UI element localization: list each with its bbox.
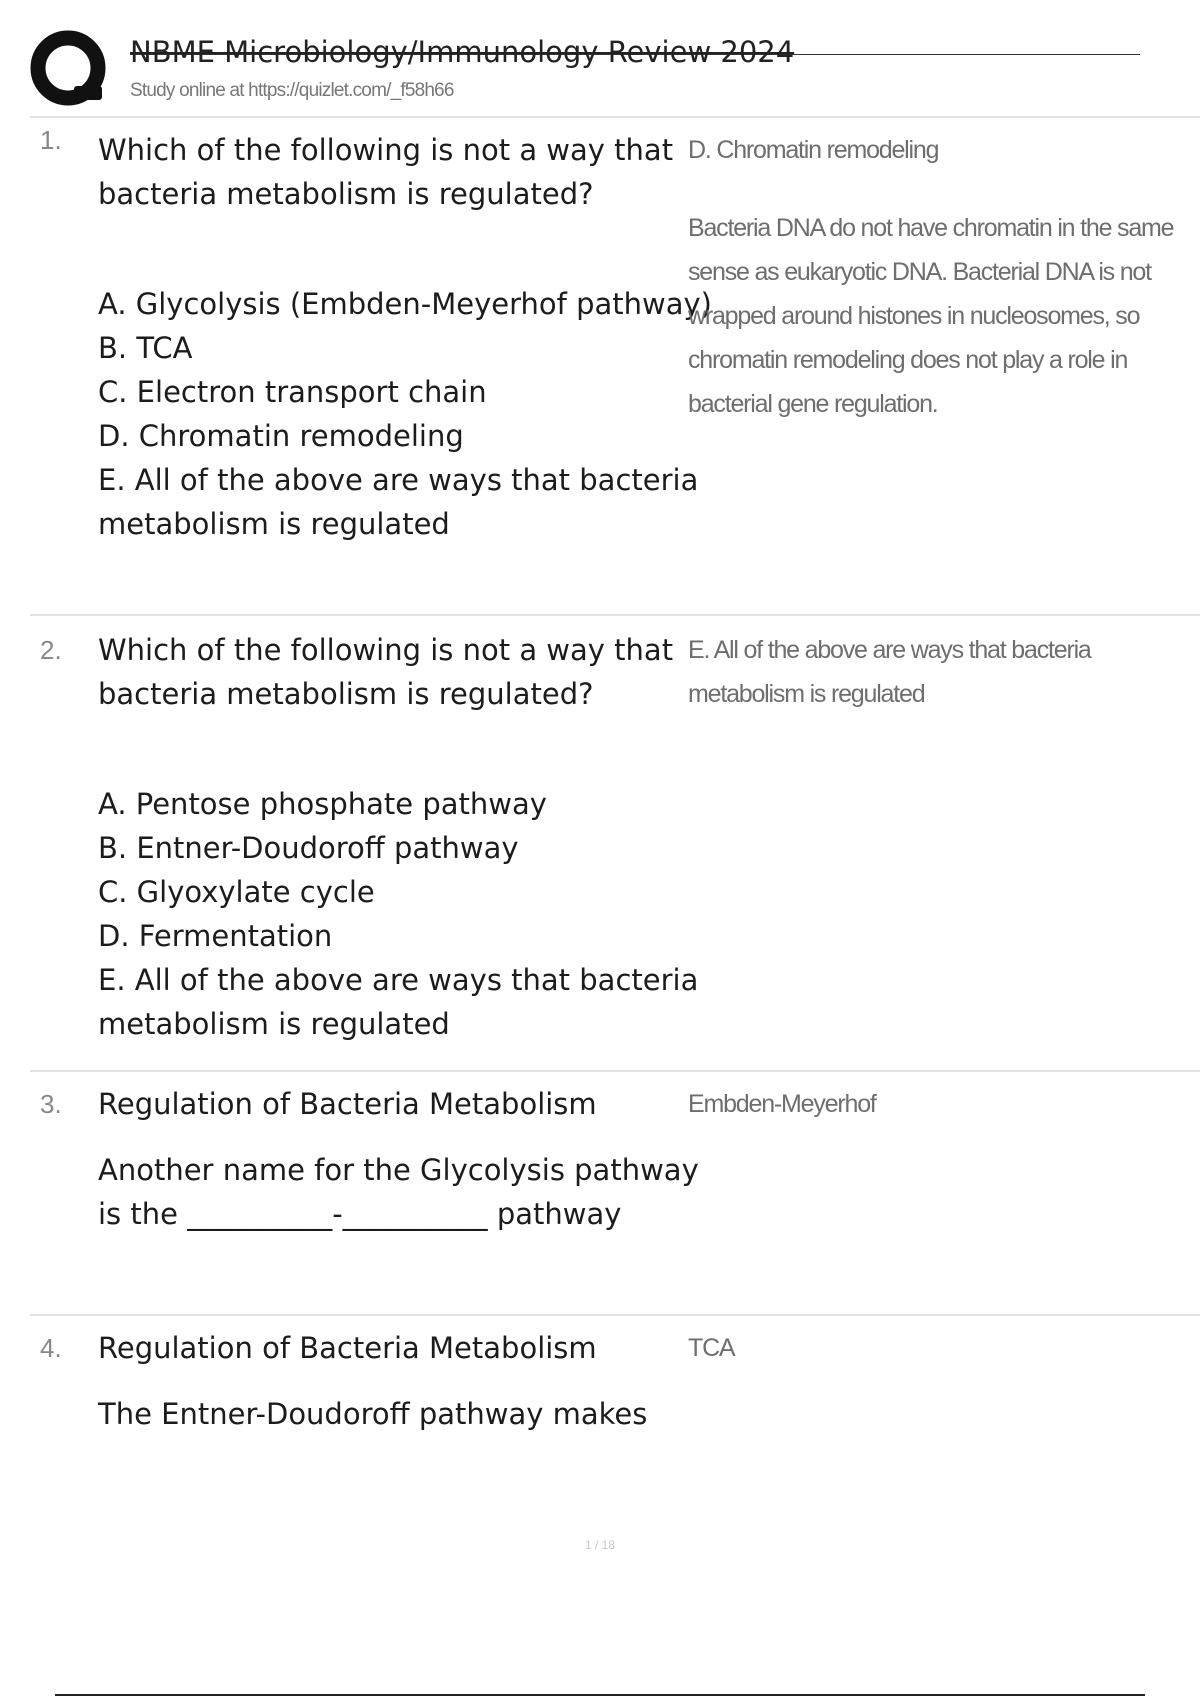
quizlet-logo-icon (30, 30, 112, 112)
flashcard-1 (30, 118, 1200, 616)
answer-text: D. Chromatin remodeling (688, 136, 939, 164)
flashcard-2 (30, 616, 1200, 1072)
fill-in-prompt: Another name for the Glycolysis pathway is the __________-__________ pathway (98, 1153, 699, 1231)
option-a: A. Pentose phosphate pathway (98, 787, 547, 821)
option-d: D. Chromatin remodeling (98, 419, 464, 453)
card-definition (688, 628, 1200, 716)
card-term (98, 628, 718, 1046)
card-number: 1. (40, 125, 62, 155)
card-term (98, 128, 718, 546)
document-header (30, 30, 1140, 116)
card-definition (688, 128, 1200, 426)
option-d: D. Fermentation (98, 919, 333, 953)
explanation-text: Bacteria DNA do not have chromatin in the same sense as eukaryotic DNA. Bacterial DNA is not wrapped around histones in nucleosomes, so chromatin remodeling does not play a role in bacterial gene regulation. (688, 214, 1174, 418)
answer-text: Embden-Meyerhof (688, 1090, 876, 1118)
card-heading: Regulation of Bacteria Metabolism (98, 1331, 597, 1365)
option-b: B. TCA (98, 331, 193, 365)
answer-text: TCA (688, 1334, 735, 1362)
flashcard-4 (30, 1316, 1200, 1466)
card-term (98, 1082, 718, 1236)
card-definition (688, 1326, 1200, 1370)
option-c: C. Glyoxylate cycle (98, 875, 375, 909)
card-heading: Regulation of Bacteria Metabolism (98, 1087, 597, 1121)
card-prompt: The Entner-Doudoroff pathway makes (98, 1397, 648, 1431)
card-number: 4. (40, 1333, 62, 1363)
footer-rule (55, 1694, 1145, 1696)
option-c: C. Electron transport chain (98, 375, 487, 409)
option-e: E. All of the above are ways that bacteria metabolism is regulated (98, 963, 699, 1041)
card-definition (688, 1082, 1200, 1126)
flashcard-3 (30, 1072, 1200, 1316)
card-term (98, 1326, 718, 1436)
page-number: 1 / 18 (584, 1538, 616, 1552)
option-a: A. Glycolysis (Embden-Meyerhof pathway) (98, 287, 712, 321)
card-number: 3. (40, 1089, 62, 1119)
option-e: E. All of the above are ways that bacteria metabolism is regulated (98, 463, 699, 541)
question-text: Which of the following is not a way that bacteria metabolism is regulated? (98, 133, 674, 211)
card-number: 2. (40, 635, 62, 665)
study-online-link[interactable]: Study online at https://quizlet.com/_f58h66 (130, 80, 454, 101)
document-title: NBME Microbiology/Immunology Review 2024 (130, 35, 795, 69)
option-b: B. Entner-Doudoroff pathway (98, 831, 519, 865)
question-text: Which of the following is not a way that bacteria metabolism is regulated? (98, 633, 674, 711)
answer-text: E. All of the above are ways that bacteria metabolism is regulated (688, 636, 1091, 708)
